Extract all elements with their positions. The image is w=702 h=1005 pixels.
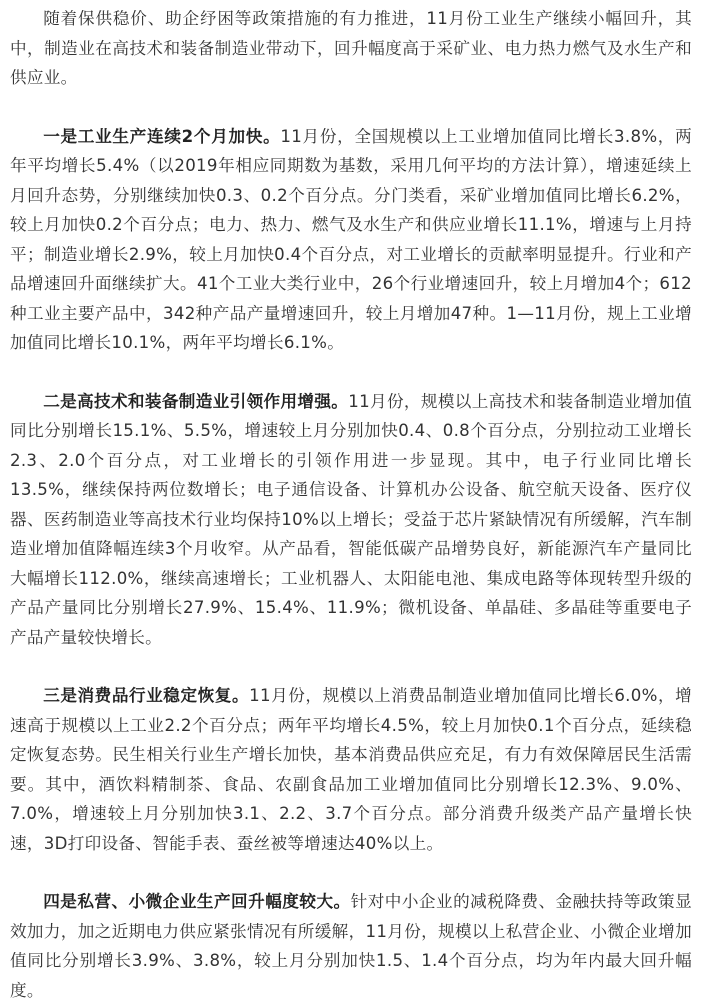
paragraph-spacer	[10, 652, 692, 681]
section-2-paragraph	[10, 387, 692, 653]
paragraph-spacer	[10, 858, 692, 887]
paragraph-spacer	[10, 93, 692, 122]
section-3-body: 11月份，规模以上消费品制造业增加值同比增长6.0%，增速高于规模以上工业2.2个百分点；两年平均增长4.5%，较上月加快0.1个百分点，延续稳定恢复态势。民生相关行业生产增长加快，基本消费品供应充足，有力有效保障居民生活需要。其中，酒饮料精制茶、食品、农副食品加工业增加值同比分别增长12.3%、9.0%、7.0%，增速较上月分别加快3.1、2.2、3.7个百分点。部分消费升级类产品产量增长快速，3D打印设备、智能手表、蚕丝被等增速达40%以上。	[10, 686, 692, 853]
section-2-body: 11月份，规模以上高技术和装备制造业增加值同比分别增长15.1%、5.5%，增速较上月分别加快0.4、0.8个百分点，分别拉动工业增长2.3、2.0个百分点，对工业增长的引领作用进一步显现。其中，电子行业同比增长13.5%，继续保持两位数增长；电子通信设备、计算机办公设备、航空航天设备、医疗仪器、医药制造业等高技术行业均保持10%以上增长；受益于芯片紧缺情况有所缓解，汽车制造业增加值降幅连续3个月收窄。从产品看，智能低碳产品增势良好，新能源汽车产量同比大幅增长112.0%，继续高速增长；工业机器人、太阳能电池、集成电路等体现转型升级的产品产量同比分别增长27.9%、15.4%、11.9%；微机设备、单晶硅、多晶硅等重要电子产品产量较快增长。	[10, 391, 692, 647]
section-4-lead: 四是私营、小微企业生产回升幅度较大。	[43, 892, 351, 911]
section-3-lead: 三是消费品行业稳定恢复。	[43, 686, 250, 705]
section-4-body: 针对中小企业的减税降费、金融扶持等政策显效加力，加之近期电力供应紧张情况有所缓解，11月份，规模以上私营企业、小微企业增加值同比分别增长3.9%、3.8%，较上月分别加快1.5、1.4个百分点，均为年内最大回升幅度。	[10, 892, 692, 1000]
section-3-paragraph	[10, 681, 692, 858]
section-4-paragraph	[10, 887, 692, 1005]
paragraph-spacer	[10, 358, 692, 387]
section-1-lead: 一是工业生产连续2个月加快。	[43, 126, 281, 146]
intro-paragraph: 随着保供稳价、助企纾困等政策措施的有力推进，11月份工业生产继续小幅回升，其中，制造业在高技术和装备制造业带动下，回升幅度高于采矿业、电力热力燃气及水生产和供应业。	[10, 9, 692, 87]
section-1-paragraph	[10, 122, 692, 358]
section-2-lead: 二是高技术和装备制造业引领作用增强。	[43, 391, 349, 411]
section-1-body: 11月份，全国规模以上工业增加值同比增长3.8%，两年平均增长5.4%（以2019年相应同期数为基数，采用几何平均的方法计算），增速延续上月回升态势，分别继续加快0.3、0.2个百分点。分门类看，采矿业增加值同比增长6.2%，较上月加快0.2个百分点；电力、热力、燃气及水生产和供应业增长11.1%，增速与上月持平；制造业增长2.9%，较上月加快0.4个百分点，对工业增长的贡献率明显提升。行业和产品增速回升面继续扩大。41个工业大类行业中，26个行业增速回升，较上月增加4个；612种工业主要产品中，342种产品产量增速回升，较上月增加47种。1—11月份，规上工业增加值同比增长10.1%，两年平均增长6.1%。	[10, 126, 693, 352]
